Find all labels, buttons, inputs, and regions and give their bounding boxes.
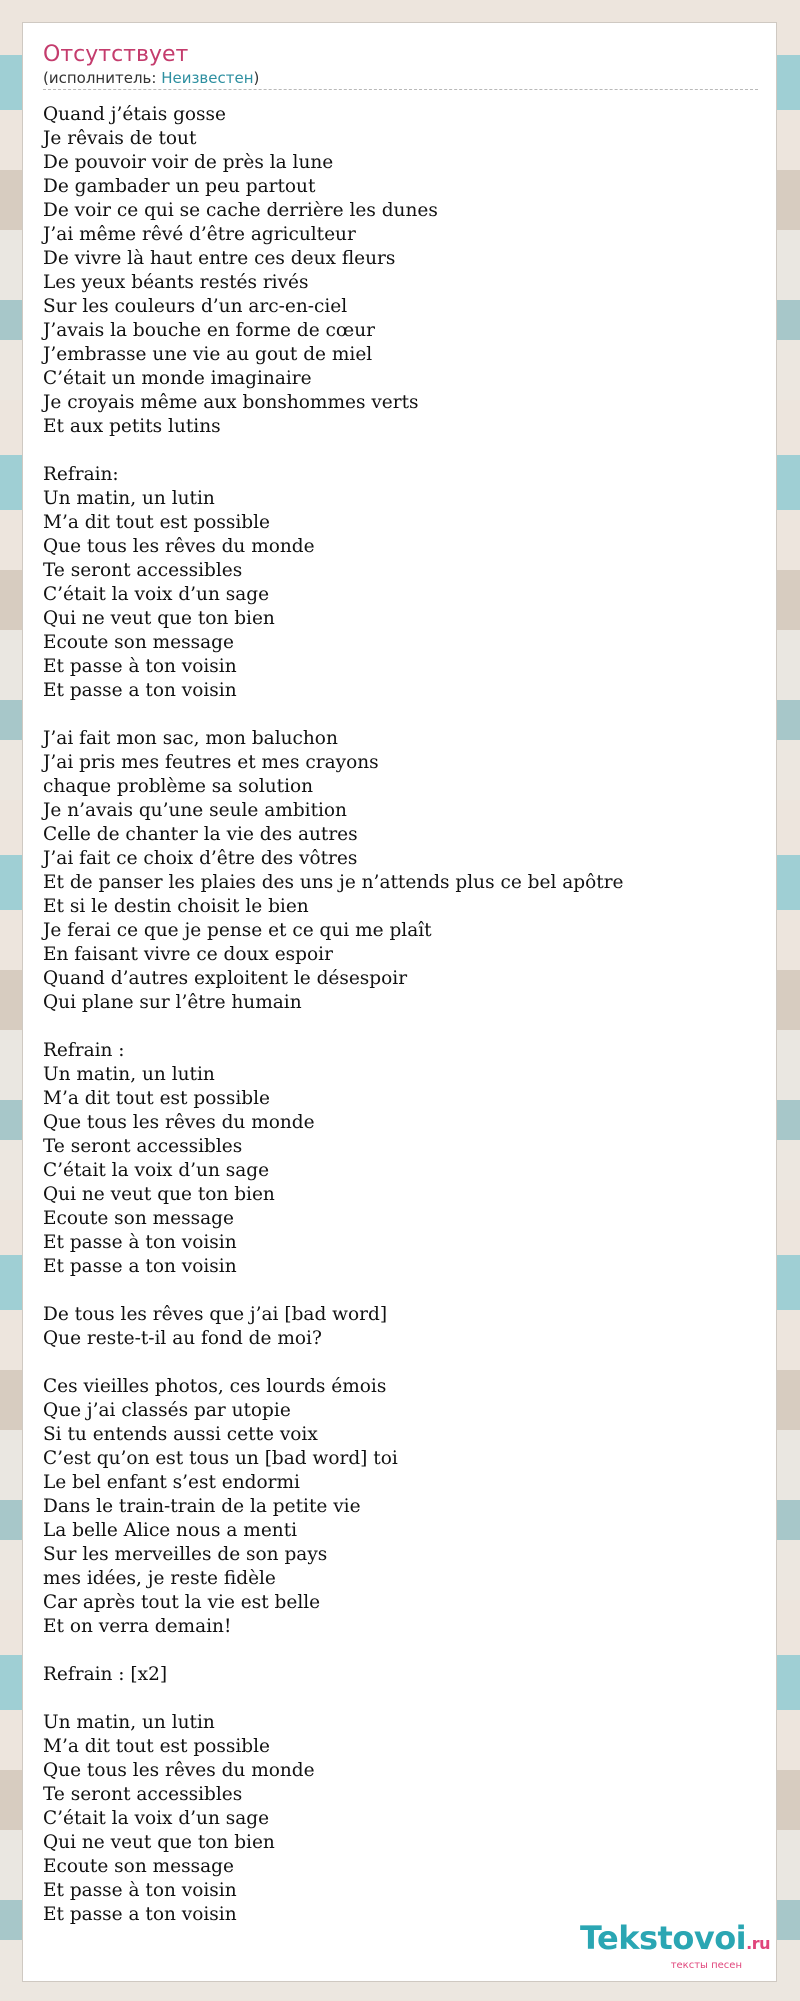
lyric-line: Qui ne veut que ton bien xyxy=(43,608,275,629)
lyric-line: chaque problème sa solution xyxy=(43,776,314,797)
lyric-line: M’a dit tout est possible xyxy=(43,1088,270,1109)
lyric-line: De gambader un peu partout xyxy=(43,176,316,197)
lyric-line: Refrain: xyxy=(43,464,119,485)
song-header xyxy=(43,41,758,90)
lyric-line: J’ai pris mes feutres et mes crayons xyxy=(43,752,379,773)
lyric-line: C’est qu’on est tous un [bad word] toi xyxy=(43,1448,398,1469)
lyric-line: J’ai même rêvé d’être agriculteur xyxy=(43,224,356,245)
lyric-line: M’a dit tout est possible xyxy=(43,1736,270,1757)
lyric-line: Et passe à ton voisin xyxy=(43,1880,237,1901)
lyric-blank-line xyxy=(43,703,758,727)
lyric-line: Que tous les rêves du monde xyxy=(43,1112,315,1133)
lyric-line: Et de panser les plaies des uns je n’attends plus ce bel apôtre xyxy=(43,872,624,893)
lyric-line: Un matin, un lutin xyxy=(43,488,215,509)
lyric-line: Ecoute son message xyxy=(43,632,234,653)
lyric-line: J’ai fait mon sac, mon baluchon xyxy=(43,728,338,749)
lyric-line: mes idées, je reste fidèle xyxy=(43,1568,276,1589)
lyric-line: Refrain : [x2] xyxy=(43,1664,168,1685)
lyric-line: De tous les rêves que j’ai [bad word] xyxy=(43,1304,388,1325)
lyric-line: Que tous les rêves du monde xyxy=(43,536,315,557)
lyric-line: Quand j’étais gosse xyxy=(43,104,226,125)
site-logo[interactable] xyxy=(580,1921,770,1971)
lyric-line: Que reste-t-il au fond de moi? xyxy=(43,1328,322,1349)
lyric-line: Car après tout la vie est belle xyxy=(43,1592,321,1613)
lyric-line: C’était la voix d’un sage xyxy=(43,584,270,605)
lyric-blank-line xyxy=(43,439,758,463)
lyric-line: Et aux petits lutins xyxy=(43,416,221,437)
lyric-line: Et passe à ton voisin xyxy=(43,656,237,677)
logo-wordmark xyxy=(580,1921,770,1961)
lyric-line: C’était la voix d’un sage xyxy=(43,1160,270,1181)
lyric-line: M’a dit tout est possible xyxy=(43,512,270,533)
lyric-line: Que j’ai classés par utopie xyxy=(43,1400,291,1421)
lyric-line: Je croyais même aux bonshommes verts xyxy=(43,392,419,413)
lyric-blank-line xyxy=(43,1015,758,1039)
lyric-line: Sur les merveilles de son pays xyxy=(43,1544,328,1565)
lyric-line: Si tu entends aussi cette voix xyxy=(43,1424,318,1445)
lyric-line: Ces vieilles photos, ces lourds émois xyxy=(43,1376,387,1397)
lyric-line: Que tous les rêves du monde xyxy=(43,1760,315,1781)
lyric-line: Ecoute son message xyxy=(43,1856,234,1877)
lyric-line: En faisant vivre ce doux espoir xyxy=(43,944,333,965)
lyric-line: Refrain : xyxy=(43,1040,125,1061)
lyric-line: De voir ce qui se cache derrière les dunes xyxy=(43,200,438,221)
lyrics-card xyxy=(22,22,777,1982)
lyric-line: Et passe a ton voisin xyxy=(43,680,237,701)
lyric-line: Je ferai ce que je pense et ce qui me plaît xyxy=(43,920,432,941)
logo-tagline: тексты песен xyxy=(670,1960,742,1971)
lyric-line: Sur les couleurs d’un arc-en-ciel xyxy=(43,296,348,317)
song-title: Отсутствует xyxy=(43,42,189,67)
lyric-line: Et passe à ton voisin xyxy=(43,1232,237,1253)
lyric-line: De pouvoir voir de près la lune xyxy=(43,152,334,173)
lyric-line: Qui plane sur l’être humain xyxy=(43,992,302,1013)
lyric-line: Un matin, un lutin xyxy=(43,1712,215,1733)
lyric-blank-line xyxy=(43,1639,758,1663)
lyric-line: Te seront accessibles xyxy=(43,560,243,581)
lyric-line: C’était la voix d’un sage xyxy=(43,1808,270,1829)
lyric-line: Qui ne veut que ton bien xyxy=(43,1184,275,1205)
lyrics-text xyxy=(43,103,758,1927)
lyric-line: Et si le destin choisit le bien xyxy=(43,896,309,917)
lyric-line: Qui ne veut que ton bien xyxy=(43,1832,275,1853)
lyric-line: Ecoute son message xyxy=(43,1208,234,1229)
lyric-line: Quand d’autres exploitent le désespoir xyxy=(43,968,408,989)
lyric-line: Et passe a ton voisin xyxy=(43,1256,237,1277)
lyric-line: C’était un monde imaginaire xyxy=(43,368,312,389)
lyric-line: De vivre là haut entre ces deux fleurs xyxy=(43,248,396,269)
artist-prefix: (исполнитель: xyxy=(43,69,162,87)
logo-name: Tekstovoi xyxy=(579,1919,747,1957)
lyric-line: Celle de chanter la vie des autres xyxy=(43,824,358,845)
lyric-line: Te seront accessibles xyxy=(43,1784,243,1805)
lyric-line: J’embrasse une vie au gout de miel xyxy=(43,344,373,365)
lyric-blank-line xyxy=(43,1687,758,1711)
lyric-line: Le bel enfant s’est endormi xyxy=(43,1472,300,1493)
lyric-blank-line xyxy=(43,1351,758,1375)
artist-link[interactable]: Неизвестен xyxy=(161,69,254,87)
lyric-line: Un matin, un lutin xyxy=(43,1064,215,1085)
lyric-line: Je n’avais qu’une seule ambition xyxy=(43,800,347,821)
lyric-line: Te seront accessibles xyxy=(43,1136,243,1157)
lyric-line: J’avais la bouche en forme de cœur xyxy=(43,320,375,341)
lyric-line: La belle Alice nous a menti xyxy=(43,1520,298,1541)
lyric-line: Et passe a ton voisin xyxy=(43,1904,237,1925)
artist-suffix: ) xyxy=(253,69,260,87)
lyric-line: Les yeux béants restés rivés xyxy=(43,272,309,293)
lyric-line: Et on verra demain! xyxy=(43,1616,232,1637)
artist-line xyxy=(43,69,758,87)
lyric-blank-line xyxy=(43,1279,758,1303)
logo-tld: .ru xyxy=(746,1934,770,1953)
lyric-line: Dans le train-train de la petite vie xyxy=(43,1496,361,1517)
lyric-line: Je rêvais de tout xyxy=(43,128,197,149)
lyric-line: J’ai fait ce choix d’être des vôtres xyxy=(43,848,358,869)
